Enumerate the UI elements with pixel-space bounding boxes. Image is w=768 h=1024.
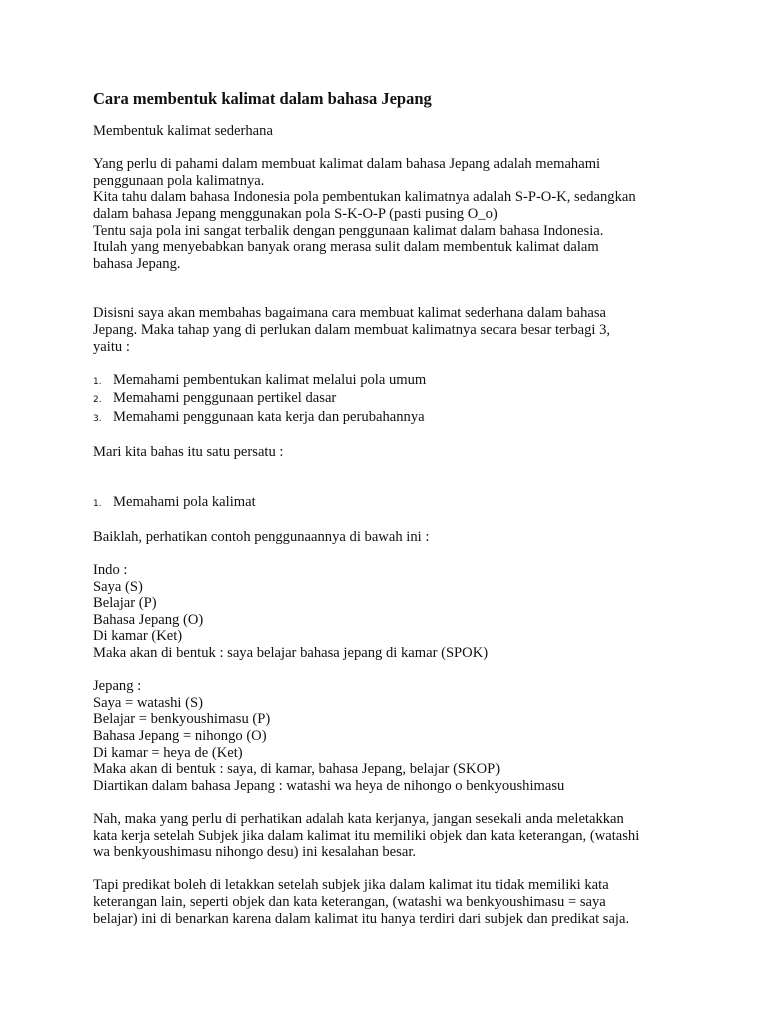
list-text: Memahami pembentukan kalimat melalui pola umum — [113, 371, 427, 388]
list-number: 3. — [93, 413, 102, 424]
list-item — [93, 409, 693, 428]
list-item — [93, 372, 693, 391]
section-heading — [93, 494, 693, 513]
document-title: Cara membentuk kalimat dalam bahasa Jepang — [93, 89, 432, 108]
steps-list — [93, 372, 693, 428]
indo-example-block: Indo : Saya (S) Belajar (P) Bahasa Jepang (O) Di kamar (Ket) Maka akan di bentuk : saya belajar bahasa jepang di kamar (SPOK) — [93, 562, 489, 662]
list-number: 1. — [93, 376, 102, 387]
section-number: 1. — [93, 498, 102, 509]
steps-intro-paragraph: Disisni saya akan membahas bagaimana cara membuat kalimat sederhana dalam bahasa Jepang. Maka tahap yang di perlukan dalam membuat kalimatnya secara besar terbagi 3, yaitu : — [93, 305, 611, 355]
baiklah-paragraph: Baiklah, perhatikan contoh penggunaannya di bawah ini : — [93, 528, 430, 545]
nah-paragraph: Nah, maka yang perlu di perhatikan adalah kata kerjanya, jangan sesekali anda meletakkan kata kerja setelah Subjek jika dalam kalimat itu memiliki objek dan kata keterangan, (watashi wa benkyoushimasu nihongo desu) ini kesalahan besar. — [93, 810, 640, 861]
section-title: Memahami pola kalimat — [113, 493, 256, 510]
jepang-example-block: Jepang : Saya = watashi (S) Belajar = benkyoushimasu (P) Bahasa Jepang = nihongo (O) Di kamar = heya de (Ket) Maka akan di bentuk : saya, di kamar, bahasa Jepang, belajar (SKOP) Diartikan dalam bahasa Jepang : watashi wa heya de nihongo o benkyoushimasu — [93, 678, 565, 794]
subtitle: Membentuk kalimat sederhana — [93, 123, 273, 139]
list-text: Memahami penggunaan kata kerja dan perubahannya — [113, 408, 425, 425]
list-item — [93, 390, 693, 409]
section-heading-list — [93, 494, 693, 513]
list-number: 2. — [93, 395, 102, 406]
document-body — [93, 90, 693, 927]
tapi-paragraph: Tapi predikat boleh di letakkan setelah subjek jika dalam kalimat itu tidak memiliki kata keterangan lain, seperti objek dan kata keterangan, (watashi wa benkyoushimasu = saya belajar) ini di benarkan karena dalam kalimat itu hanya terdiri dari subjek dan predikat saja. — [93, 877, 630, 927]
intro-paragraph: Yang perlu di pahami dalam membuat kalimat dalam bahasa Jepang adalah memahami penggunaan pola kalimatnya. Kita tahu dalam bahasa Indonesia pola pembentukan kalimatnya adalah S-P-O-K, sedangkan dalam bahasa Jepang menggunakan pola S-K-O-P (pasti pusing O_o) Tentu saja pola ini sangat terbalik dengan penggunaan kalimat dalam bahasa Indonesia. Itulah yang menyebabkan banyak orang merasa sulit dalam membentuk kalimat dalam bahasa Jepang. — [93, 156, 636, 272]
list-text: Memahami penggunaan pertikel dasar — [113, 390, 337, 407]
mari-paragraph: Mari kita bahas itu satu persatu : — [93, 444, 284, 461]
